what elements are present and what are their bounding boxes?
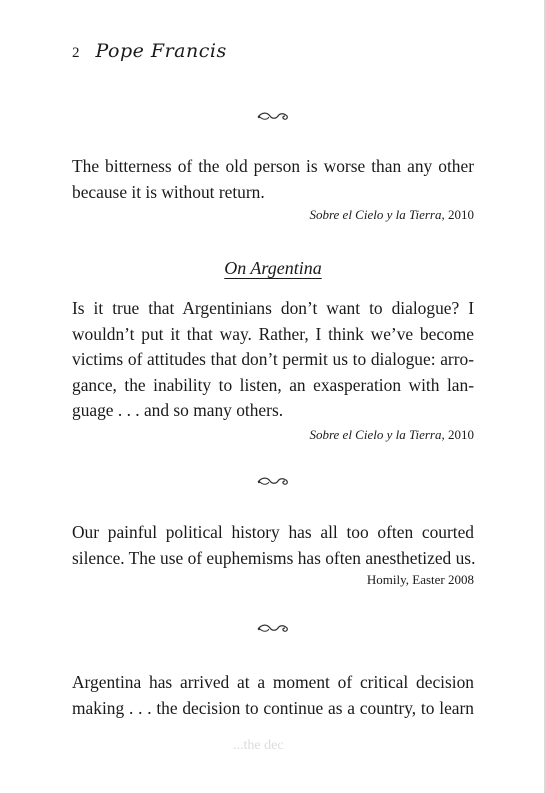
text-line: Argentina has arrived at a moment of critical decision: [72, 672, 474, 692]
running-head: [72, 40, 227, 70]
fleuron-icon: [256, 109, 290, 123]
quote-2: [72, 296, 474, 424]
text-line: silence. The use of euphemisms has often anesthetized us.: [72, 547, 476, 568]
quote-1: [72, 154, 474, 205]
fleuron-icon: [256, 474, 290, 488]
quote-3: [72, 520, 474, 571]
text-line: wouldn’t put it that way. Rather, I think we’ve become: [72, 323, 474, 344]
fleuron-icon: [256, 621, 290, 635]
section-heading: [0, 258, 546, 279]
source-year: 2010: [444, 427, 474, 442]
quote-3-attribution: [367, 572, 474, 588]
text-line: victims of attitudes that don’t permit us to dialogue: arro-: [72, 349, 474, 369]
text-line: The bitterness of the old person is worse than any other: [72, 156, 474, 176]
text-line: making . . . the decision to continue as a country, to learn: [72, 697, 474, 718]
running-title: Pope Francis: [95, 40, 227, 62]
source-year: 2010: [444, 207, 474, 222]
source-work: Sobre el Cielo y la Tierra,: [309, 427, 445, 442]
text-line: because it is without return.: [72, 181, 265, 202]
source-work: Sobre el Cielo y la Tierra,: [309, 207, 445, 222]
text-line: Our painful political history has all too often courted: [72, 522, 474, 542]
text-line: guage . . . and so many others.: [72, 400, 284, 420]
faded-text: ...the dec: [233, 738, 284, 753]
quote-4: [72, 670, 474, 721]
quote-2-attribution: [309, 427, 474, 443]
quote-1-attribution: [309, 207, 474, 223]
text-line: Is it true that Argentinians don’t want to dialogue? I: [72, 298, 474, 318]
text-line: gance, the inability to listen, an exasperation with lan-: [72, 374, 474, 395]
section-heading-text: On Argentina: [224, 258, 322, 278]
page-number: 2: [72, 45, 80, 61]
source-text: Homily, Easter 2008: [366, 572, 474, 587]
